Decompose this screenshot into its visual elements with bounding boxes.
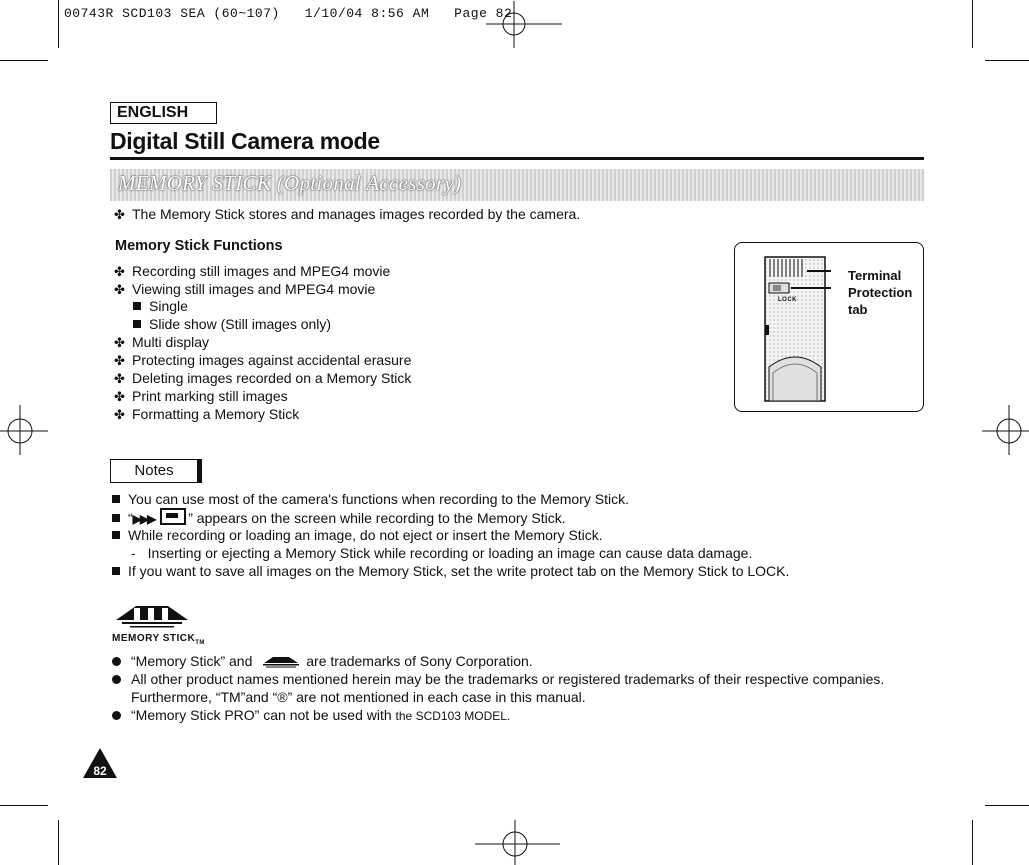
function-subitem: Single (133, 297, 188, 315)
memory-stick-illustration (761, 255, 831, 405)
registration-target-top (484, 0, 564, 50)
memory-stick-symbol-icon (160, 508, 186, 525)
memory-stick-logo-text: MEMORY $STICK_{TM}$ (112, 633, 205, 646)
lock-label: LOCK (778, 297, 797, 303)
notes-title: Notes (110, 459, 202, 483)
crop-mark (985, 60, 1029, 61)
square-bullet-icon (112, 514, 120, 522)
diamond-bullet-icon: ✤ (114, 207, 125, 222)
memory-stick-logo-small-icon (260, 654, 302, 668)
function-item: ✤ Viewing still images and MPEG4 movie (114, 281, 376, 297)
section-banner-title: MEMORY STICK (Optional Accessory) (118, 171, 462, 195)
round-bullet-icon (112, 657, 121, 666)
diamond-bullet-icon: ✤ (114, 335, 125, 350)
square-bullet-icon (133, 320, 141, 328)
crop-mark (58, 0, 59, 48)
function-item: ✤ Formatting a Memory Stick (114, 406, 300, 422)
trademark-item: All other product names mentioned herein may be the trademarks or registered trademarks of their respective companies. (112, 670, 884, 688)
page-title: Digital Still Camera mode (110, 128, 380, 154)
note-item: “▶▶▶ ” appears on the screen while recording to the Memory Stick. (112, 508, 566, 528)
intro-text: The Memory Stick stores and manages images recorded by the camera. (132, 206, 581, 222)
trademark-item-continued: Furthermore, “TM”and “®” are not mentioned in each case in this manual. (131, 689, 586, 705)
trademark-item: “Memory Stick PRO” can not be used with the SCD103 MODEL. (112, 706, 510, 725)
trademark-item: “Memory Stick” and are trademarks of Sony Corporation. (112, 652, 533, 670)
section-banner (110, 169, 924, 201)
function-item: ✤ Recording still images and MPEG4 movie (114, 263, 391, 279)
crop-mark (972, 820, 973, 865)
registration-target-right (982, 405, 1029, 455)
diamond-bullet-icon: ✤ (114, 282, 125, 297)
round-bullet-icon (112, 675, 121, 684)
diamond-bullet-icon: ✤ (114, 389, 125, 404)
note-item: While recording or loading an image, do not eject or insert the Memory Stick. (112, 526, 603, 544)
intro-item (114, 205, 580, 224)
recording-arrows-icon: ▶▶▶ (132, 512, 155, 526)
square-bullet-icon (112, 567, 120, 575)
tab-label: tab (848, 302, 868, 317)
terminal-label: Terminal (848, 268, 902, 283)
function-item: ✤ Protecting images against accidental erasure (114, 352, 412, 368)
memory-stick-logo-icon (112, 598, 192, 628)
page-number: 82 (93, 764, 107, 778)
crop-mark (0, 60, 48, 61)
print-header: 00743R SCD103 SEA (60~107) 1/10/04 8:56 AM Page 82 (64, 6, 513, 21)
title-rule (110, 157, 924, 160)
function-item: ✤ Deleting images recorded on a Memory Stick (114, 370, 412, 386)
language-label: ENGLISH (110, 102, 217, 124)
functions-title: Memory Stick Functions (115, 238, 283, 254)
crop-mark (0, 805, 48, 806)
note-subitem: - Inserting or ejecting a Memory Stick while recording or loading an image can cause data damage. (131, 545, 753, 561)
crop-mark (58, 820, 59, 865)
diamond-bullet-icon: ✤ (114, 407, 125, 422)
diamond-bullet-icon: ✤ (114, 371, 125, 386)
registration-target-bottom (470, 820, 565, 865)
dash-bullet: - (131, 545, 136, 561)
memory-stick-figure (734, 242, 924, 412)
square-bullet-icon (133, 302, 141, 310)
round-bullet-icon (112, 711, 121, 720)
square-bullet-icon (112, 495, 120, 503)
diamond-bullet-icon: ✤ (114, 264, 125, 279)
note-item: You can use most of the camera's functions when recording to the Memory Stick. (112, 490, 629, 508)
crop-mark (972, 0, 973, 48)
diamond-bullet-icon: ✤ (114, 353, 125, 368)
function-item: ✤ Multi display (114, 334, 210, 350)
function-item: ✤ Print marking still images (114, 388, 288, 404)
square-bullet-icon (112, 531, 120, 539)
note-item: If you want to save all images on the Memory Stick, set the write protect tab on the Memory Stick to LOCK. (112, 562, 789, 580)
crop-mark (985, 805, 1029, 806)
registration-target-left (0, 405, 50, 455)
protection-label: Protection (848, 285, 913, 300)
function-subitem: Slide show (Still images only) (133, 315, 331, 333)
